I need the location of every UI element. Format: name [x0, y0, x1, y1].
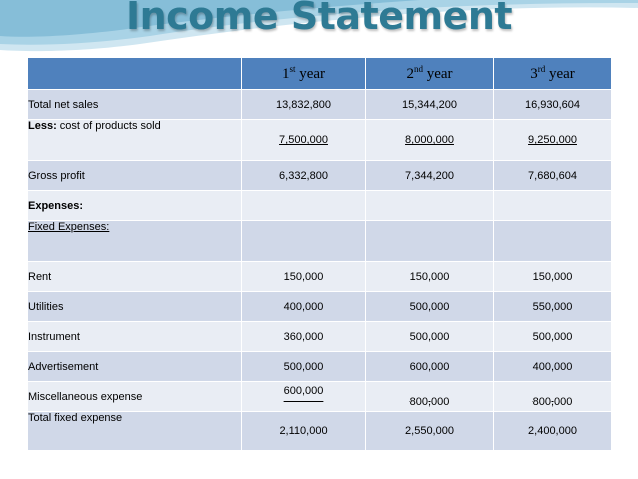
row-label: Fixed Expenses: [28, 221, 242, 262]
row-label: Utilities [28, 292, 242, 322]
value-year-3: 2,400,000 [494, 412, 612, 451]
row-instrument [28, 322, 612, 352]
value-year-3: 150,000 [494, 262, 612, 292]
value-year-2: 2,550,000 [366, 412, 494, 451]
page-title: Income Statement [125, 0, 513, 38]
row-cost-of-products-sold [28, 120, 612, 161]
value-year-1: 13,832,800 [242, 90, 366, 120]
value-year-2: 500,000 [366, 292, 494, 322]
row-label: Miscellaneous expense [28, 382, 242, 412]
value-year-3: 500,000 [494, 322, 612, 352]
row-advertisement [28, 352, 612, 382]
value-year-1: 500,000 [242, 352, 366, 382]
row-fixed-expenses-heading [28, 221, 612, 262]
value-year-1: 400,000 [242, 292, 366, 322]
header-row [28, 58, 612, 90]
row-expenses-heading [28, 191, 612, 221]
value-year-1: 150,000 [242, 262, 366, 292]
row-gross-profit [28, 161, 612, 191]
income-statement-table [27, 57, 612, 451]
value-year-3: 7,680,604 [494, 161, 612, 191]
header-year-1: 1st year [242, 58, 366, 90]
row-label: Rent [28, 262, 242, 292]
row-label: Expenses: [28, 191, 242, 221]
empty-cell [242, 191, 366, 221]
row-label: Instrument [28, 322, 242, 352]
value-year-1: 360,000 [242, 322, 366, 352]
header-year-2: 2nd year [366, 58, 494, 90]
value-year-1: 600,000 [242, 382, 366, 412]
empty-cell [494, 221, 612, 262]
empty-cell [366, 191, 494, 221]
empty-cell [494, 191, 612, 221]
value-year-1: 2,110,000 [242, 412, 366, 451]
row-miscellaneous-expense [28, 382, 612, 412]
row-total-net-sales [28, 90, 612, 120]
value-year-2: 8,000,000 [366, 120, 494, 161]
empty-cell [242, 221, 366, 262]
row-label: Total fixed expense [28, 412, 242, 451]
header-blank-cell [28, 58, 242, 90]
header-year-3: 3rd year [494, 58, 612, 90]
value-year-3: 16,930,604 [494, 90, 612, 120]
value-year-2: 800,000 [366, 382, 494, 412]
value-year-2: 500,000 [366, 322, 494, 352]
row-label: Total net sales [28, 90, 242, 120]
row-label: Less: cost of products sold [28, 120, 242, 161]
value-year-3: 550,000 [494, 292, 612, 322]
empty-cell [366, 221, 494, 262]
value-year-2: 150,000 [366, 262, 494, 292]
row-total-fixed-expense [28, 412, 612, 451]
value-year-3: 400,000 [494, 352, 612, 382]
value-year-2: 600,000 [366, 352, 494, 382]
value-year-2: 7,344,200 [366, 161, 494, 191]
value-year-2: 15,344,200 [366, 90, 494, 120]
row-utilities [28, 292, 612, 322]
value-year-1: 6,332,800 [242, 161, 366, 191]
row-rent [28, 262, 612, 292]
value-year-1: 7,500,000 [242, 120, 366, 161]
row-label: Gross profit [28, 161, 242, 191]
row-label: Advertisement [28, 352, 242, 382]
value-year-3: 800,000 [494, 382, 612, 412]
value-year-3: 9,250,000 [494, 120, 612, 161]
